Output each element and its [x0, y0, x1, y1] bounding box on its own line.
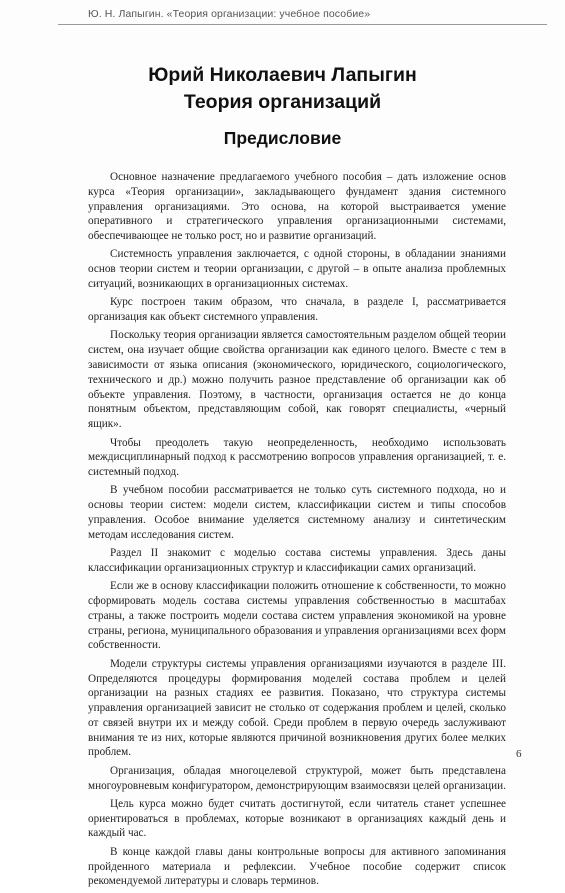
header-divider: [58, 24, 547, 25]
author-name: Юрий Николаевич Лапыгин: [148, 64, 417, 86]
paragraph: В учебном пособии рассматривается не только суть системного подхода, но и основы теории систем: модели систем, классификации систем и типы способов управления. Особое внимание уделяется системному анализу и синтетическим методам исследования систем.: [88, 484, 506, 541]
page-number: 6: [516, 748, 522, 760]
section-heading: Предисловие: [223, 128, 342, 148]
paragraph: Основное назначение предлагаемого учебного пособия – дать изложение основ курса «Теория организации», закладывающего фундамент здания системного управления организациями. Это основа, на которой выстраивается умение оперативного и стратегического управления организационными системами, обеспечивающее не только рост, но и развитие организаций.: [88, 171, 506, 243]
body-text: [88, 170, 506, 893]
paragraph: Системность управления заключается, с одной стороны, в обладании знаниями основ теории систем и теории организации, с другой – в опыте анализа проблемных ситуаций, возникающих в организационных системах.: [88, 248, 506, 291]
paragraph: Раздел II знакомит с моделью состава системы управления. Здесь даны классификации организационных структур и классификации самих организаций.: [88, 547, 506, 574]
paragraph: Курс построен таким образом, что сначала, в разделе I, рассматривается организация как объект системного управления.: [88, 296, 506, 324]
book-title: Теория организаций: [183, 91, 382, 113]
paragraph: В конце каждой главы даны контрольные вопросы для активного запоминания пройденного материала и рефлексии. Учебное пособие содержит список рекомендуемой литературы и словарь терминов.: [88, 845, 506, 888]
paragraph: Цель курса можно будет считать достигнутой, если читатель станет успешнее ориентироваться в проблемах, которые возникают в организациях каждый день и каждый час.: [88, 797, 506, 840]
paragraph: Если же в основу классификации положить отношение к собственности, то можно сформировать модель состава системы управления собственностью в масштабах страны, а также построить модели состава систем управления экономикой на уровне страны, региона, муниципального образования и управления организациями всех форм собственности.: [88, 580, 506, 652]
paragraph: Чтобы преодолеть такую неопределенность, необходимо использовать междисциплинарный подход к рассмотрению вопросов управления организацией, т. е. системный подход.: [88, 436, 506, 479]
paragraph: Модели структуры системы управления организациями изучаются в разделе III. Определяются процедуры формирования моделей состава проблем и целей организации на разных стадиях ее развития. Показано, что структура системы управления организацией зависит не столько от содержания проблем и целей, сколько от связей внутри их и между собой. Среди проблем в первую очередь заслуживают внимания те из них, которые являются причиной возникновения других более мелких проблем.: [88, 657, 506, 759]
paragraph: Организация, обладая многоцелевой структурой, может быть представлена многоуровневым конфигуратором, демонстрирующим взаимосвязи целей организации.: [88, 764, 506, 792]
running-header: Ю. Н. Лапыгин. «Теория организации: учебное пособие»: [88, 8, 371, 20]
paragraph: Поскольку теория организации является самостоятельным разделом общей теории систем, она изучает общие свойства организации как единого целого. Вместе с тем в зависимости от языка описания (экономического, юридического, социологического, технического и др.) можно получить разное представление об организации как об объекте управления. Поэтому, в частности, организация остается не до конца понятным объектом, представляющим собой, как говорят специалисты, «черный ящик».: [88, 329, 506, 431]
